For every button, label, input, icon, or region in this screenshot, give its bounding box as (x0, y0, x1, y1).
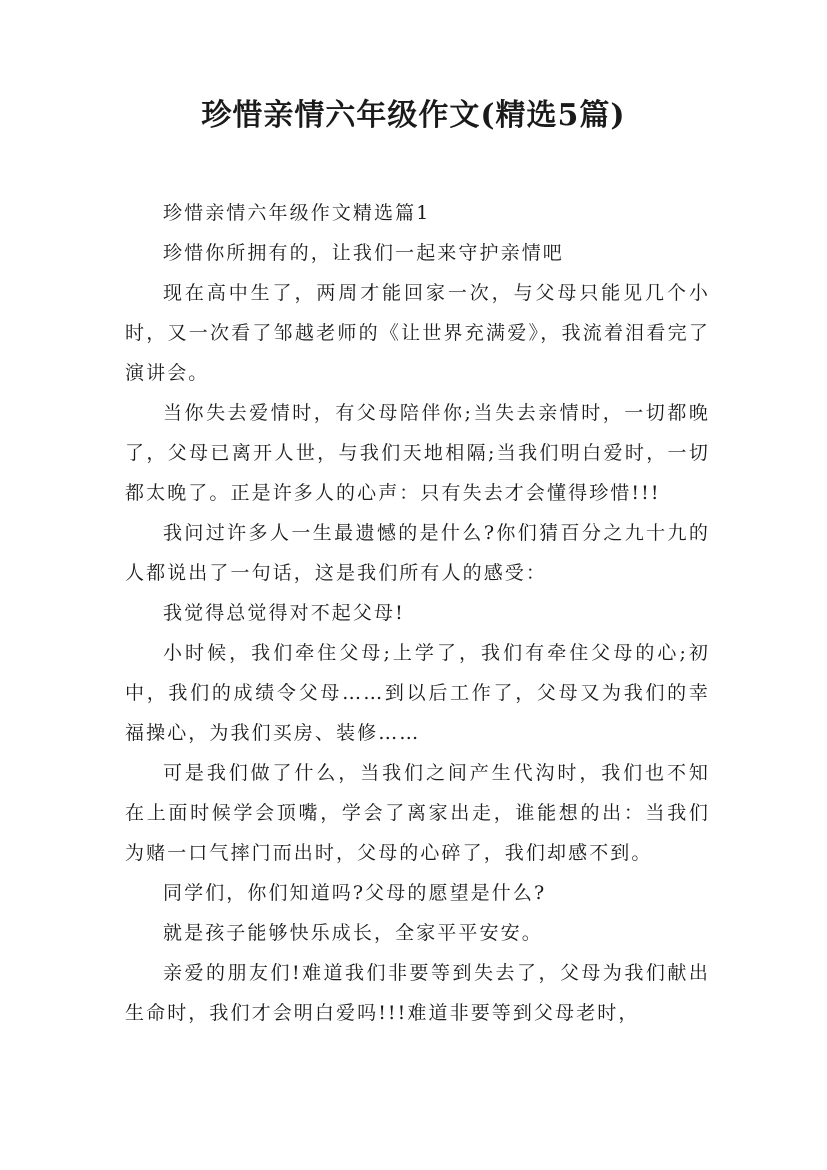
paragraph: 小时候，我们牵住父母;上学了，我们有牵住父母的心;初中，我们的成绩令父母……到以后工作了，父母又为我们的幸福操心，为我们买房、装修…… (125, 642, 710, 744)
document-body (125, 193, 710, 1033)
paragraph: 我问过许多人一生最遗憾的是什么?你们猜百分之九十九的人都说出了一句话，这是我们所有人的感受： (125, 522, 710, 584)
paragraph: 亲爱的朋友们!难道我们非要等到失去了，父母为我们献出生命时，我们才会明白爱吗!!!难道非要等到父母老时， (125, 962, 710, 1024)
paragraph: 我觉得总觉得对不起父母! (163, 602, 405, 624)
document-title: 珍惜亲情六年级作文(精选5篇) (201, 98, 626, 133)
paragraph: 当你失去爱情时，有父母陪伴你;当失去亲情时，一切都晚了，父母已离开人世，与我们天地相隔;当我们明白爱时，一切都太晚了。正是许多人的心声：只有失去才会懂得珍惜!!! (125, 402, 710, 504)
paragraph: 现在高中生了，两周才能回家一次，与父母只能见几个小时，又一次看了邹越老师的《让世界充满爱》，我流着泪看完了演讲会。 (125, 282, 710, 384)
paragraph: 就是孩子能够快乐成长，全家平平安安。 (163, 922, 543, 944)
paragraph: 珍惜你所拥有的，让我们一起来守护亲情吧 (163, 242, 564, 264)
paragraph: 同学们，你们知道吗?父母的愿望是什么? (163, 882, 547, 904)
paragraph: 可是我们做了什么，当我们之间产生代沟时，我们也不知在上面时候学会顶嘴，学会了离家出走，谁能想的出：当我们为赌一口气摔门而出时，父母的心碎了，我们却感不到。 (125, 762, 710, 864)
section-heading: 珍惜亲情六年级作文精选篇1 (163, 202, 431, 224)
